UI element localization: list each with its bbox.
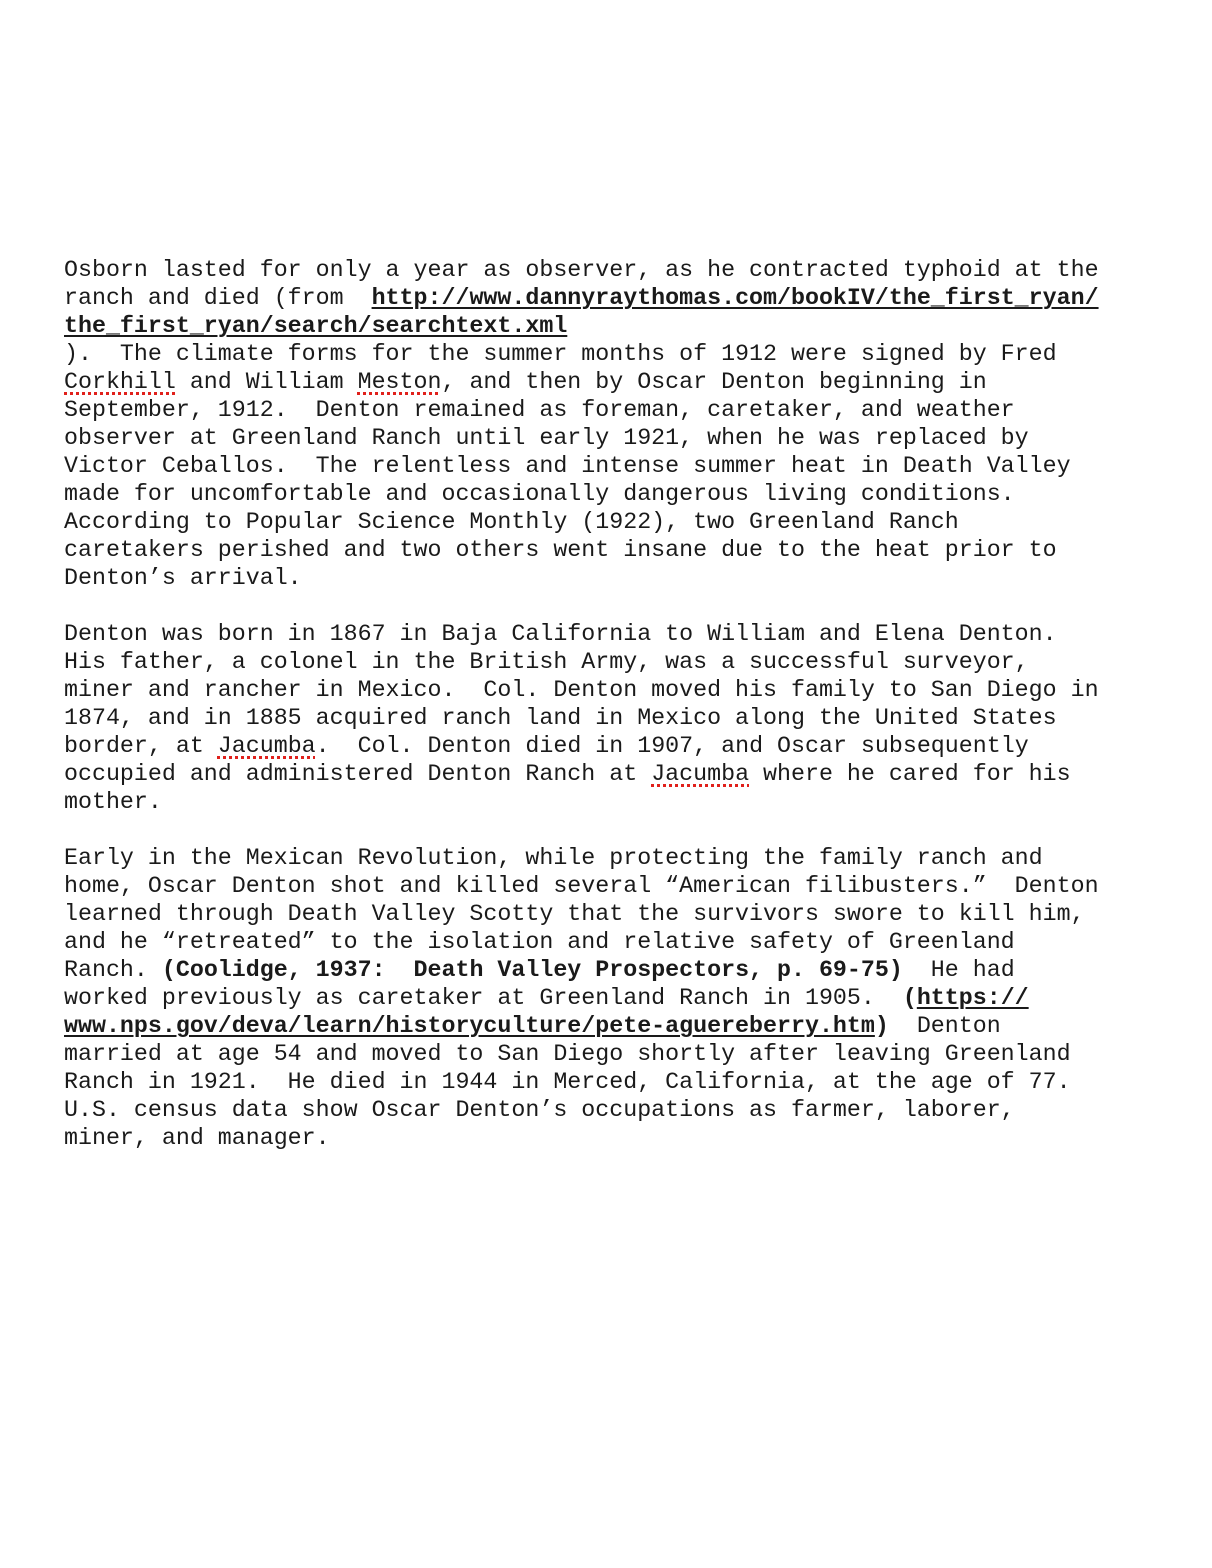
paragraph-spacer <box>64 816 1154 844</box>
paragraph-2 <box>64 620 1154 816</box>
text-fragment: ranch and died (from <box>64 285 372 311</box>
text-line: 1874, and in 1885 acquired ranch land in Mexico along the United States <box>64 705 1057 731</box>
text-line <box>64 368 1154 396</box>
paren-open: ( <box>902 985 917 1011</box>
text-fragment: and William <box>175 369 358 395</box>
text-line: mother. <box>64 789 162 815</box>
text-fragment: border, at <box>64 733 218 759</box>
text-line: Ranch in 1921. He died in 1944 in Merced, California, at the age of 77. <box>64 1069 1071 1095</box>
source-link-dannyraythomas-continued[interactable]: the_first_ryan/search/searchtext.xml <box>64 313 568 339</box>
paragraph-spacer <box>64 592 1154 620</box>
text-line: According to Popular Science Monthly (1922), two Greenland Ranch <box>64 509 959 535</box>
text-line: married at age 54 and moved to San Diego shortly after leaving Greenland <box>64 1041 1071 1067</box>
text-line: September, 1912. Denton remained as foreman, caretaker, and weather <box>64 397 1015 423</box>
paragraph-1 <box>64 256 1154 592</box>
text-line: Early in the Mexican Revolution, while protecting the family ranch and <box>64 845 1043 871</box>
text-line: Osborn lasted for only a year as observer, as he contracted typhoid at the <box>64 257 1099 283</box>
text-fragment: , and then by Oscar Denton beginning in <box>441 369 987 395</box>
text-line: ). The climate forms for the summer months of 1912 were signed by Fred <box>64 341 1057 367</box>
text-fragment: Denton <box>888 1013 1001 1039</box>
text-line: Denton’s arrival. <box>64 565 302 591</box>
source-link-nps-continued[interactable]: www.nps.gov/deva/learn/historyculture/pete-aguereberry.htm <box>64 1013 875 1039</box>
text-line <box>64 284 1154 312</box>
text-line: Denton was born in 1867 in Baja California to William and Elena Denton. <box>64 621 1057 647</box>
text-line: miner and rancher in Mexico. Col. Denton moved his family to San Diego in <box>64 677 1099 703</box>
text-line: and he “retreated” to the isolation and relative safety of Greenland <box>64 929 1015 955</box>
text-line: learned through Death Valley Scotty that the survivors swore to kill him, <box>64 901 1085 927</box>
paragraph-3 <box>64 844 1154 1152</box>
citation: (Coolidge, 1937: Death Valley Prospectors, p. 69-75) <box>161 957 903 983</box>
text-line: U.S. census data show Oscar Denton’s occupations as farmer, laborer, <box>64 1097 1015 1123</box>
document-body <box>64 256 1154 1152</box>
misspelled-word[interactable]: Meston <box>357 369 442 395</box>
text-line <box>64 312 1154 340</box>
text-line: caretakers perished and two others went insane due to the heat prior to <box>64 537 1057 563</box>
text-line: Victor Ceballos. The relentless and intense summer heat in Death Valley <box>64 453 1071 479</box>
misspelled-word[interactable]: Jacumba <box>217 733 316 759</box>
misspelled-word[interactable]: Corkhill <box>64 369 176 395</box>
source-link-dannyraythomas[interactable]: http://www.dannyraythomas.com/bookIV/the_first_ryan/ <box>371 285 1099 311</box>
paren-close: ) <box>874 1013 889 1039</box>
text-fragment: Ranch. <box>64 957 162 983</box>
text-fragment: He had <box>902 957 1015 983</box>
text-line: observer at Greenland Ranch until early 1921, when he was replaced by <box>64 425 1029 451</box>
text-line <box>64 1012 1154 1040</box>
text-line: His father, a colonel in the British Army, was a successful surveyor, <box>64 649 1029 675</box>
text-line <box>64 760 1154 788</box>
text-line: home, Oscar Denton shot and killed several “American filibusters.” Denton <box>64 873 1099 899</box>
text-fragment: worked previously as caretaker at Greenland Ranch in 1905. <box>64 985 903 1011</box>
text-fragment: occupied and administered Denton Ranch at <box>64 761 652 787</box>
text-line: miner, and manager. <box>64 1125 330 1151</box>
text-line <box>64 732 1154 760</box>
text-line <box>64 956 1154 984</box>
source-link-nps[interactable]: https:// <box>916 985 1029 1011</box>
text-line: made for uncomfortable and occasionally dangerous living conditions. <box>64 481 1015 507</box>
misspelled-word[interactable]: Jacumba <box>651 761 750 787</box>
text-line <box>64 984 1154 1012</box>
text-fragment: where he cared for his <box>749 761 1071 787</box>
text-fragment: . Col. Denton died in 1907, and Oscar subsequently <box>315 733 1029 759</box>
